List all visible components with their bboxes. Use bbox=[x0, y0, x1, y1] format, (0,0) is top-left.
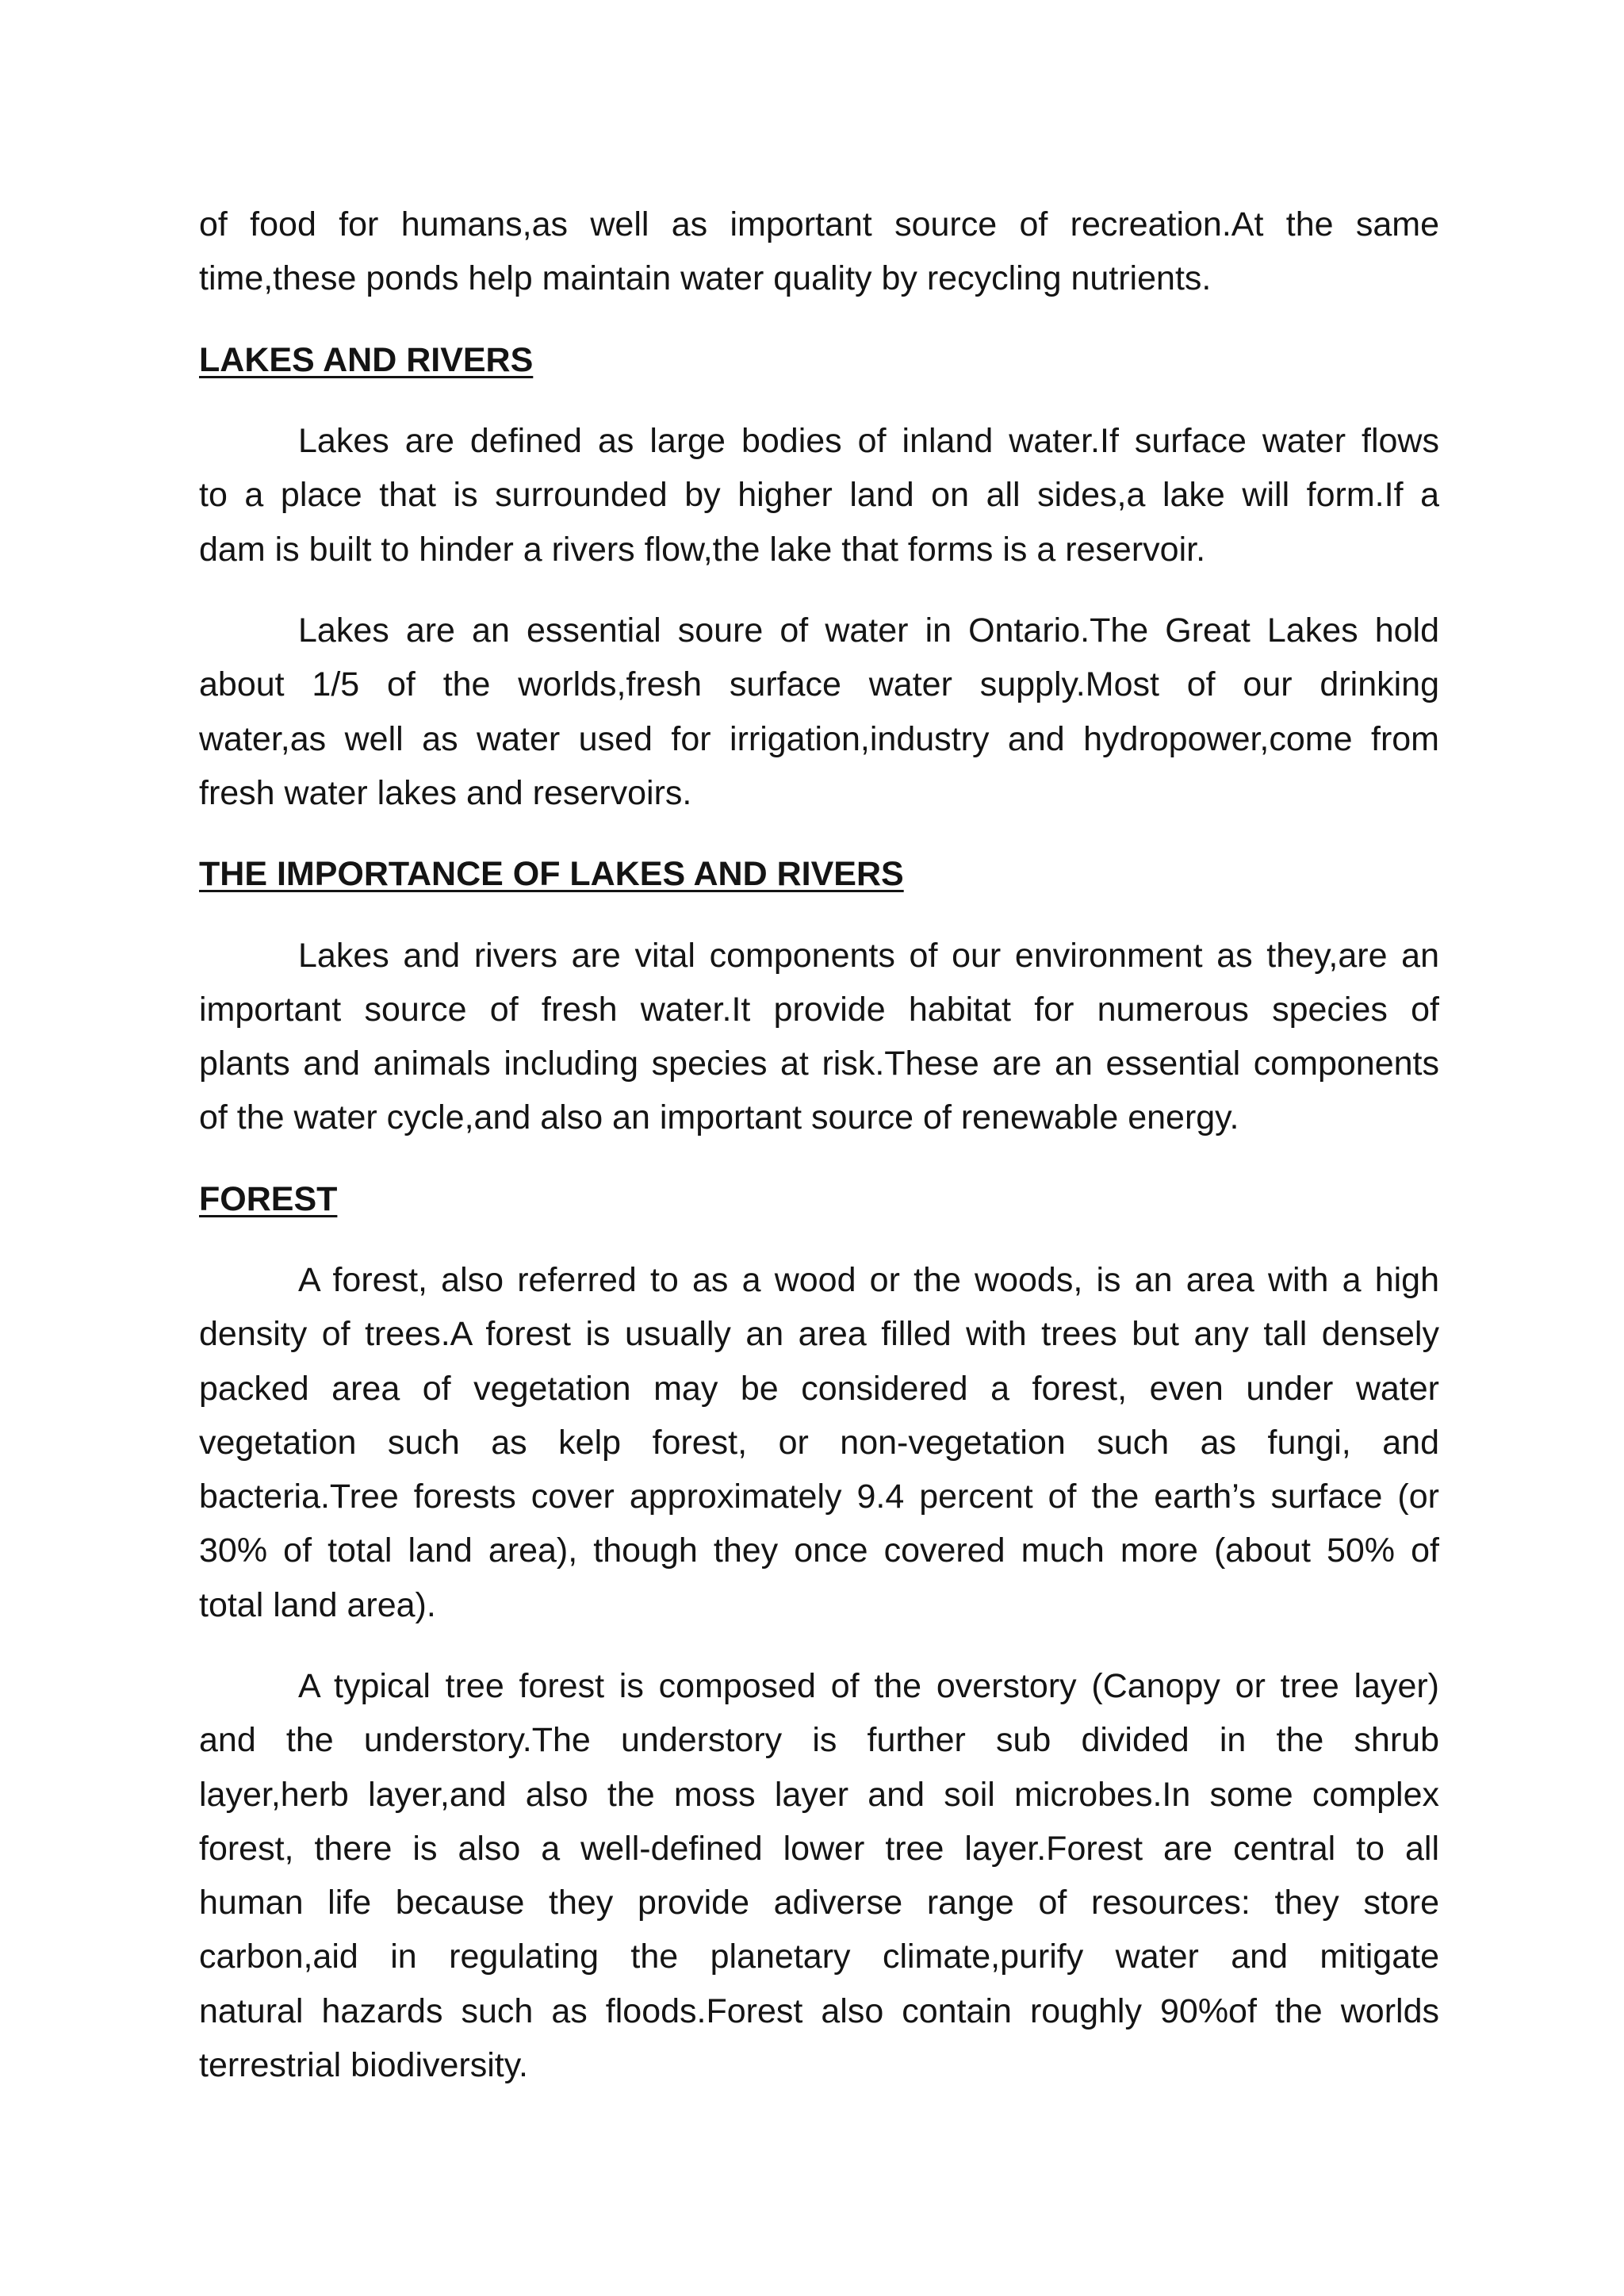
section-heading: FOREST bbox=[199, 1179, 338, 1218]
text-line: 30% of total land area), though they once covered much more (about 50% of bbox=[199, 1531, 1439, 1570]
text-line: density of trees.A forest is usually an area filled with trees but any tall densely bbox=[199, 1315, 1439, 1354]
text-line: Lakes are defined as large bodies of inland water.If surface water flows bbox=[298, 422, 1439, 461]
text-line: of the water cycle,and also an important source of renewable energy. bbox=[199, 1098, 1239, 1137]
text-line: bacteria.Tree forests cover approximately 9.4 percent of the earth’s surface (or bbox=[199, 1478, 1439, 1516]
text-line: important source of fresh water.It provide habitat for numerous species of bbox=[199, 990, 1439, 1029]
text-line: fresh water lakes and reservoirs. bbox=[199, 773, 692, 812]
text-line: terrestrial biodiversity. bbox=[199, 2045, 528, 2084]
text-line: packed area of vegetation may be considered a forest, even under water bbox=[199, 1369, 1439, 1408]
text-line: Lakes and rivers are vital components of our environment as they,are an bbox=[298, 936, 1439, 975]
paragraph bbox=[199, 1659, 1439, 2092]
text-line: natural hazards such as floods.Forest also contain roughly 90%of the worlds bbox=[199, 1991, 1439, 2030]
text-line: total land area). bbox=[199, 1585, 436, 1624]
document-body bbox=[199, 197, 1439, 2092]
text-line: forest, there is also a well-defined lower tree layer.Forest are central to all bbox=[199, 1829, 1439, 1868]
text-line: water,as well as water used for irrigation,industry and hydropower,come from bbox=[199, 719, 1439, 758]
section-heading: LAKES AND RIVERS bbox=[199, 340, 534, 379]
text-line: plants and animals including species at risk.These are an essential components bbox=[199, 1045, 1439, 1083]
paragraph bbox=[199, 414, 1439, 577]
text-line: to a place that is surrounded by higher land on all sides,a lake will form.If a bbox=[199, 476, 1439, 515]
text-line: A forest, also referred to as a wood or the woods, is an area with a high bbox=[298, 1261, 1439, 1300]
intro-paragraph bbox=[199, 197, 1439, 306]
text-line: time,these ponds help maintain water quality by recycling nutrients. bbox=[199, 259, 1212, 298]
section-heading: THE IMPORTANCE OF LAKES AND RIVERS bbox=[199, 855, 904, 894]
text-line: vegetation such as kelp forest, or non-vegetation such as fungi, and bbox=[199, 1423, 1439, 1462]
text-line: of food for humans,as well as important source of recreation.At the same bbox=[199, 205, 1439, 243]
text-line: Lakes are an essential soure of water in Ontario.The Great Lakes hold bbox=[298, 611, 1439, 650]
text-line: layer,herb layer,and also the moss layer and soil microbes.In some complex bbox=[199, 1775, 1439, 1814]
text-line: human life because they provide adiverse range of resources: they store bbox=[199, 1884, 1439, 1922]
text-line: and the understory.The understory is further sub divided in the shrub bbox=[199, 1721, 1439, 1760]
text-line: carbon,aid in regulating the planetary climate,purify water and mitigate bbox=[199, 1938, 1439, 1976]
paragraph bbox=[199, 604, 1439, 820]
text-line: A typical tree forest is composed of the overstory (Canopy or tree layer) bbox=[298, 1667, 1439, 1706]
text-line: dam is built to hinder a rivers flow,the lake that forms is a reservoir. bbox=[199, 530, 1206, 569]
text-line: about 1/5 of the worlds,fresh surface water supply.Most of our drinking bbox=[199, 665, 1439, 704]
paragraph bbox=[199, 1253, 1439, 1632]
paragraph bbox=[199, 929, 1439, 1145]
